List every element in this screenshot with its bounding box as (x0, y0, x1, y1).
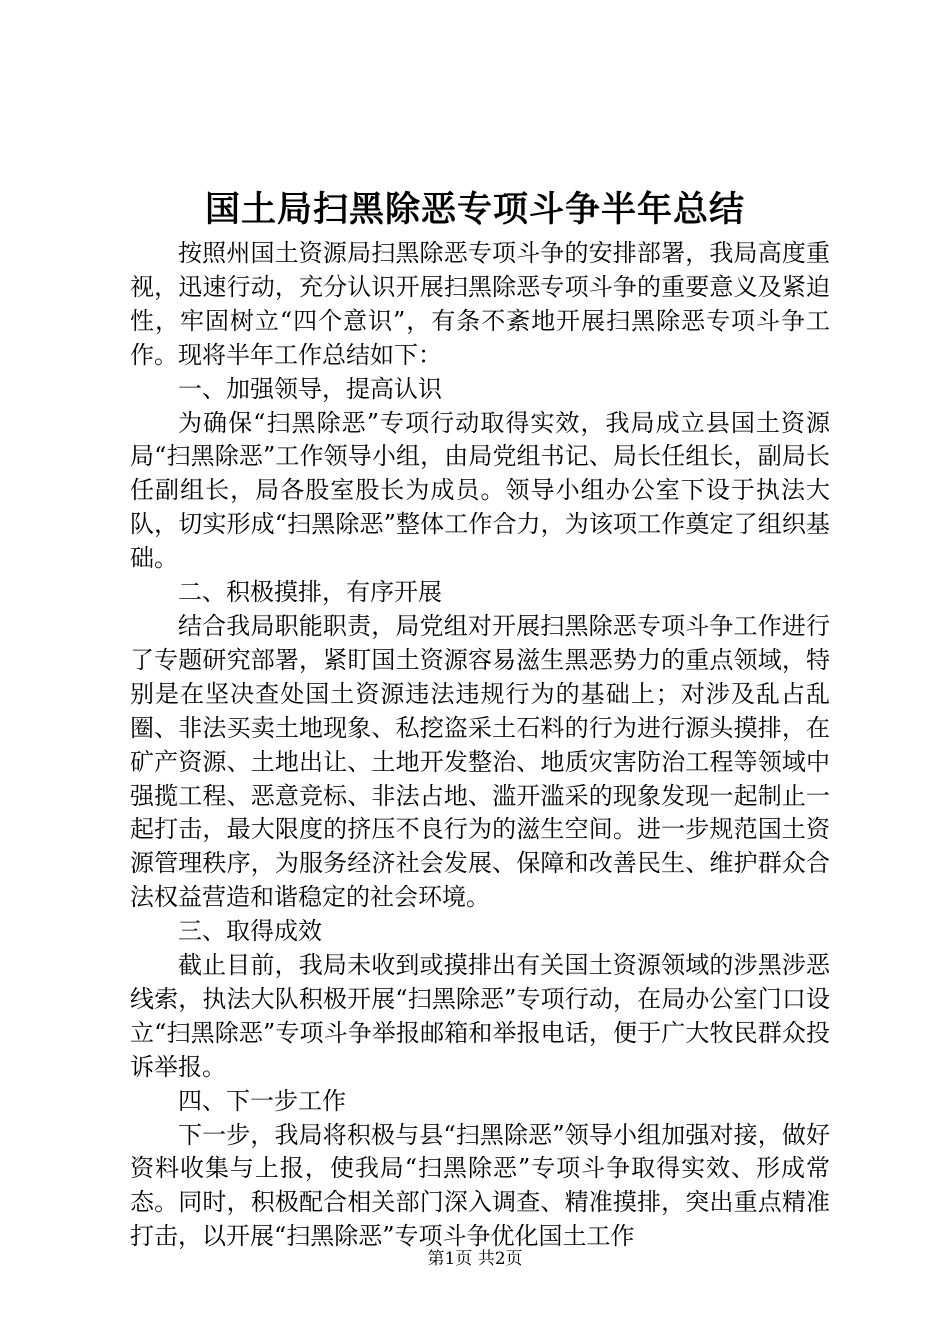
document-title: 国土局扫黑除恶专项斗争半年总结 (204, 189, 745, 230)
page-number-footer: 第1页 共2页 (427, 1249, 523, 1269)
section-heading-3: 三、取得成效 (178, 917, 322, 946)
section-paragraph-4: 下一步，我局将积极与县“扫黑除恶”领导小组加强对接，做好资料收集与上报，使我局“扫黑除恶”专项斗争取得实效、形成常态。同时，积极配合相关部门深入调查、精准摸排，突出重点精准打击，以开展“扫黑除恶”专项斗争优化国土工作 (130, 1120, 830, 1251)
section-paragraph-1: 为确保“扫黑除恶”专项行动取得实效，我局成立县国土资源局“扫黑除恶”工作领导小组，由局党组书记、局长任组长，副局长任副组长，局各股室股长为成员。领导小组办公室下设于执法大队，切实形成“扫黑除恶”整体工作合力，为该项工作奠定了组织基础。 (130, 408, 830, 573)
section-heading-1: 一、加强领导，提高认识 (178, 374, 442, 403)
document-body (130, 237, 830, 1254)
section-paragraph-3: 截止目前，我局未收到或摸排出有关国土资源领域的涉黑涉恶线索，执法大队积极开展“扫黑除恶”专项行动，在局办公室门口设立“扫黑除恶”专项斗争举报邮箱和举报电话，便于广大牧民群众投诉举报。 (130, 951, 830, 1081)
intro-paragraph: 按照州国土资源局扫黑除恶专项斗争的安排部署，我局高度重视，迅速行动，充分认识开展扫黑除恶专项斗争的重要意义及紧迫性，牢固树立“四个意识”，有条不紊地开展扫黑除恶专项斗争工作。现将半年工作总结如下： (130, 239, 830, 369)
section-heading-4: 四、下一步工作 (178, 1086, 346, 1115)
section-heading-2: 二、积极摸排，有序开展 (178, 578, 442, 607)
section-paragraph-2: 结合我局职能职责，局党组对开展扫黑除恶专项斗争工作进行了专题研究部署，紧盯国土资源容易滋生黑恶势力的重点领域，特别是在坚决查处国土资源违法违规行为的基础上；对涉及乱占乱圈、非法买卖土地现象、私挖盗采土石料的行为进行源头摸排，在矿产资源、土地出让、土地开发整治、地质灾害防治工程等领域中强揽工程、恶意竞标、非法占地、滥开滥采的现象发现一起制止一起打击，最大限度的挤压不良行为的滋生空间。进一步规范国土资源管理秩序，为服务经济社会发展、保障和改善民生、维护群众合法权益营造和谐稳定的社会环境。 (130, 611, 830, 912)
